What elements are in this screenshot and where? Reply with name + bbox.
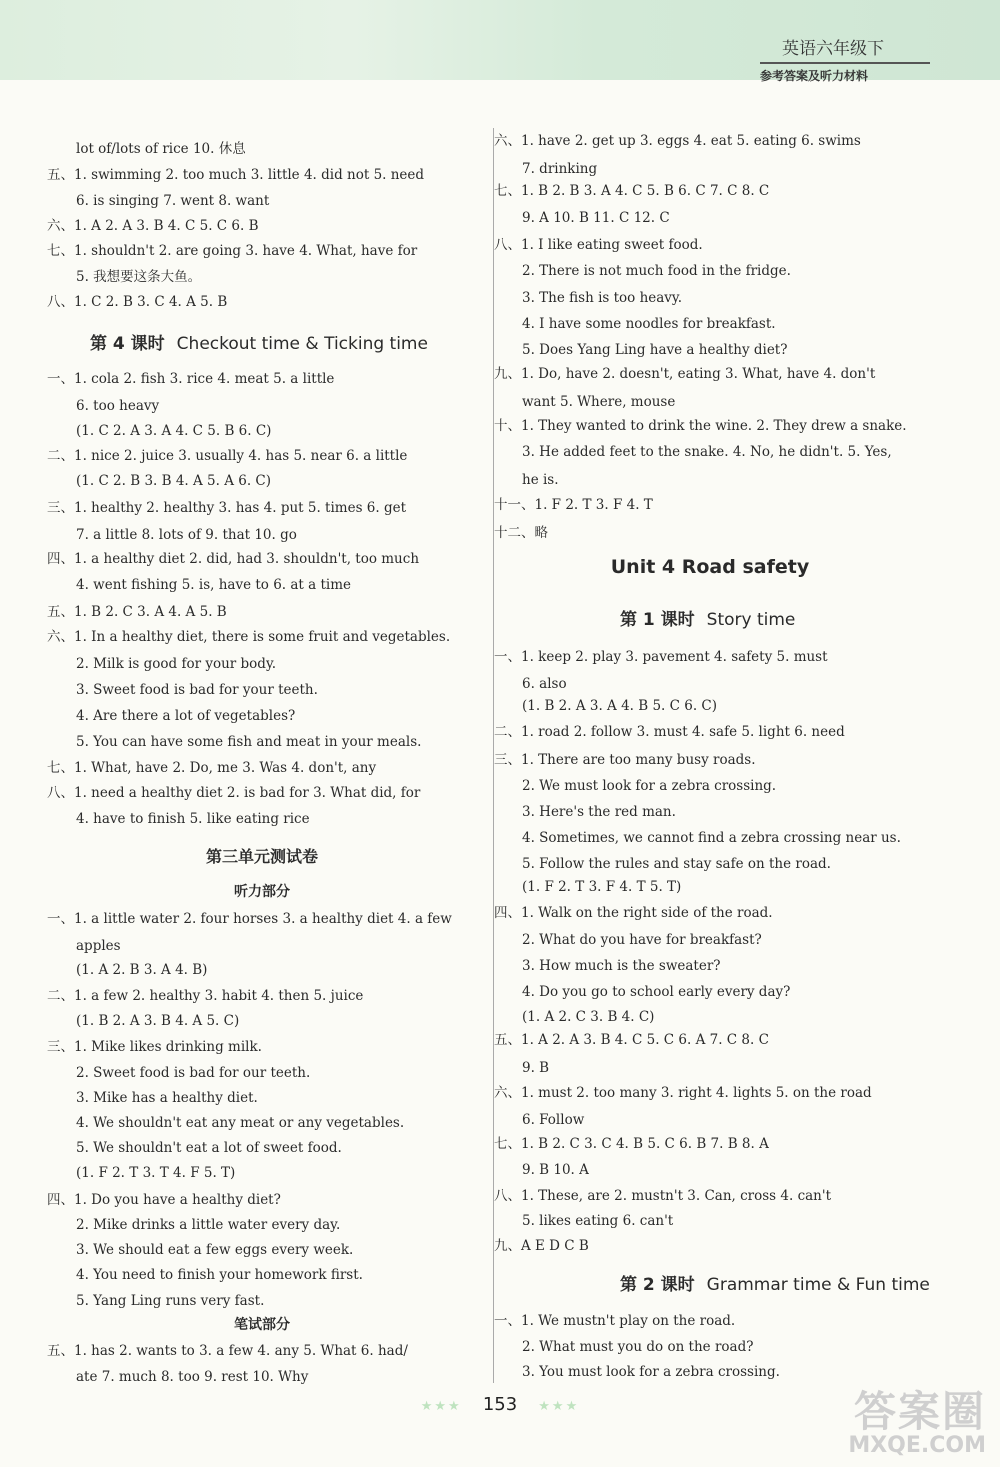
- lesson-heading: [620, 605, 795, 630]
- lesson-title: Checkout time & Ticking time: [176, 334, 428, 354]
- answer-line: 九、1. Do, have 2. doesn't, eating 3. What, have 4. don't: [494, 366, 876, 382]
- footer-stars-left: ★★★: [420, 1399, 462, 1414]
- answer-line: 6. too heavy: [76, 398, 160, 414]
- answer-line: 八、1. I like eating sweet food.: [494, 237, 703, 253]
- answer-line: 七、1. What, have 2. Do, me 3. Was 4. don't, any: [47, 760, 377, 776]
- answer-line: (1. B 2. A 3. A 4. B 5. C 6. C): [522, 698, 718, 714]
- answer-line: 4. have to finish 5. like eating rice: [76, 811, 310, 827]
- answer-line: 六、1. In a healthy diet, there is some fruit and vegetables.: [47, 629, 451, 645]
- answer-line: 五、1. has 2. wants to 3. a few 4. any 5. What 6. had/: [47, 1343, 408, 1359]
- answer-line: 六、1. must 2. too many 3. right 4. lights 5. on the road: [494, 1085, 872, 1101]
- watermark-logo: [786, 1387, 986, 1462]
- answer-line: ate 7. much 8. too 9. rest 10. Why: [76, 1369, 309, 1385]
- lesson-number: 第 4 课时: [90, 334, 165, 354]
- answer-line: 七、1. shouldn't 2. are going 3. have 4. What, have for: [47, 243, 418, 259]
- test-heading: 第三单元测试卷: [205, 847, 318, 866]
- page-number: 153: [482, 1394, 518, 1415]
- answer-line: 2. Mike drinks a little water every day.: [76, 1217, 341, 1233]
- answer-line: 六、1. have 2. get up 3. eggs 4. eat 5. eating 6. swims: [494, 133, 861, 149]
- page-header: [760, 34, 930, 84]
- answer-line: 4. You need to finish your homework first.: [76, 1267, 363, 1283]
- answer-line: 二、1. a few 2. healthy 3. habit 4. then 5. juice: [47, 988, 364, 1004]
- answer-line: (1. A 2. C 3. B 4. C): [522, 1009, 655, 1025]
- answer-line: 十、1. They wanted to drink the wine. 2. They drew a snake.: [494, 418, 907, 434]
- answer-line: 五、1. swimming 2. too much 3. little 4. did not 5. need: [47, 167, 425, 183]
- answer-line: 一、1. cola 2. fish 3. rice 4. meat 5. a little: [47, 371, 335, 387]
- answer-line: 4. Do you go to school early every day?: [522, 984, 791, 1000]
- answer-line: 9. B 10. A: [522, 1162, 589, 1178]
- answer-line: 2. Sweet food is bad for our teeth.: [76, 1065, 311, 1081]
- answer-line: he is.: [522, 472, 559, 488]
- answer-line: 9. A 10. B 11. C 12. C: [522, 210, 670, 226]
- answer-line: 7. drinking: [522, 161, 598, 177]
- answer-line: 二、1. nice 2. juice 3. usually 4. has 5. near 6. a little: [47, 448, 408, 464]
- answer-line: 2. Milk is good for your body.: [76, 656, 277, 672]
- answer-line: 四、1. Do you have a healthy diet?: [47, 1192, 281, 1208]
- answer-line: 七、1. B 2. C 3. C 4. B 5. C 6. B 7. B 8. A: [494, 1136, 769, 1152]
- answer-line: 九、A E D C B: [494, 1238, 589, 1254]
- answer-line: 4. Are there a lot of vegetables?: [76, 708, 296, 724]
- answer-line: 5. likes eating 6. can't: [522, 1213, 674, 1229]
- answer-line: 5. Does Yang Ling have a healthy diet?: [522, 342, 788, 358]
- answer-line: 四、1. a healthy diet 2. did, had 3. shouldn't, too much: [47, 551, 420, 567]
- answer-line: 三、1. There are too many busy roads.: [494, 752, 756, 768]
- lesson-title: Story time: [706, 610, 796, 630]
- answer-line: 3. He added feet to the snake. 4. No, he didn't. 5. Yes,: [522, 444, 892, 460]
- section-heading: 笔试部分: [234, 1317, 290, 1333]
- answer-line: 2. What must you do on the road?: [522, 1339, 754, 1355]
- answer-line: 4. We shouldn't eat any meat or any vegetables.: [76, 1115, 405, 1131]
- answer-line: 三、1. Mike likes drinking milk.: [47, 1039, 262, 1055]
- answer-line: (1. B 2. A 3. B 4. A 5. C): [76, 1013, 240, 1029]
- section-heading: 听力部分: [234, 884, 290, 900]
- lesson-heading: [620, 1270, 930, 1295]
- answer-line: 三、1. healthy 2. healthy 3. has 4. put 5. times 6. get: [47, 500, 407, 516]
- answer-line: (1. A 2. B 3. A 4. B): [76, 962, 208, 978]
- answer-line: 4. went fishing 5. is, have to 6. at a time: [76, 577, 352, 593]
- book-title: 英语六年级下: [782, 39, 884, 59]
- answer-line: lot of/lots of rice 10. 休息: [76, 141, 246, 157]
- answer-line: 6. also: [522, 676, 567, 692]
- footer-stars-right: ★★★: [538, 1399, 580, 1414]
- lesson-title: Grammar time & Fun time: [706, 1275, 930, 1295]
- answer-line: 3. We should eat a few eggs every week.: [76, 1242, 354, 1258]
- answer-line: 5. Follow the rules and stay safe on the road.: [522, 856, 831, 872]
- answer-line: (1. F 2. T 3. T 4. F 5. T): [76, 1165, 236, 1181]
- lesson-heading: [90, 329, 428, 354]
- answer-line: 2. There is not much food in the fridge.: [522, 263, 791, 279]
- answer-line: 3. Mike has a healthy diet.: [76, 1090, 258, 1106]
- answer-line: 2. What do you have for breakfast?: [522, 932, 762, 948]
- answer-line: 2. We must look for a zebra crossing.: [522, 778, 777, 794]
- answer-line: 八、1. need a healthy diet 2. is bad for 3. What did, for: [47, 785, 421, 801]
- answer-line: 3. You must look for a zebra crossing.: [522, 1364, 780, 1380]
- header-subtitle: 参考答案及听力材料: [760, 69, 869, 83]
- answer-line: 八、1. C 2. B 3. C 4. A 5. B: [47, 294, 228, 310]
- answer-line: 5. 我想要这条大鱼。: [76, 269, 202, 285]
- answer-line: 五、1. B 2. C 3. A 4. A 5. B: [47, 604, 227, 620]
- answer-line: 四、1. Walk on the right side of the road.: [494, 905, 773, 921]
- answer-line: 5. You can have some fish and meat in your meals.: [76, 734, 422, 750]
- answer-line: 5. Yang Ling runs very fast.: [76, 1293, 265, 1309]
- answer-line: 十二、略: [494, 525, 548, 541]
- watermark-text-en: MXQE.COM: [848, 1433, 986, 1458]
- answer-line: 一、1. a little water 2. four horses 3. a healthy diet 4. a few: [47, 911, 452, 927]
- answer-line: 7. a little 8. lots of 9. that 10. go: [76, 527, 297, 543]
- answer-line: apples: [76, 938, 121, 954]
- answer-line: 3. Here's the red man.: [522, 804, 676, 820]
- watermark-text-cn: 答案圈: [853, 1387, 986, 1436]
- answer-line: 3. Sweet food is bad for your teeth.: [76, 682, 318, 698]
- answer-line: 6. Follow: [522, 1112, 585, 1128]
- answer-line: (1. C 2. B 3. B 4. A 5. A 6. C): [76, 473, 272, 489]
- header-rule: [760, 62, 930, 64]
- answer-line: (1. C 2. A 3. A 4. C 5. B 6. C): [76, 423, 272, 439]
- answer-line: 3. How much is the sweater?: [522, 958, 721, 974]
- answer-line: 3. The fish is too heavy.: [522, 290, 683, 306]
- answer-line: want 5. Where, mouse: [522, 394, 676, 410]
- answer-line: 4. Sometimes, we cannot find a zebra crossing near us.: [522, 830, 901, 846]
- answer-line: 八、1. These, are 2. mustn't 3. Can, cross 4. can't: [494, 1188, 832, 1204]
- answer-line: 一、1. We mustn't play on the road.: [494, 1313, 736, 1329]
- answer-line: 一、1. keep 2. play 3. pavement 4. safety 5. must: [494, 649, 828, 665]
- answer-line: 七、1. B 2. B 3. A 4. C 5. B 6. C 7. C 8. C: [494, 183, 770, 199]
- answer-line: 4. I have some noodles for breakfast.: [522, 316, 776, 332]
- answer-line: 五、1. A 2. A 3. B 4. C 5. C 6. A 7. C 8. C: [494, 1032, 769, 1048]
- lesson-number: 第 2 课时: [620, 1275, 695, 1295]
- answer-line: 十一、1. F 2. T 3. F 4. T: [494, 497, 653, 513]
- unit-heading: Unit 4 Road safety: [610, 556, 810, 578]
- answer-line: 六、1. A 2. A 3. B 4. C 5. C 6. B: [47, 218, 259, 234]
- answer-line: 9. B: [522, 1060, 550, 1076]
- answer-line: 二、1. road 2. follow 3. must 4. safe 5. light 6. need: [494, 724, 845, 740]
- lesson-number: 第 1 课时: [620, 610, 695, 630]
- answer-line: (1. F 2. T 3. F 4. T 5. T): [522, 879, 682, 895]
- answer-line: 5. We shouldn't eat a lot of sweet food.: [76, 1140, 342, 1156]
- answer-line: 6. is singing 7. went 8. want: [76, 193, 270, 209]
